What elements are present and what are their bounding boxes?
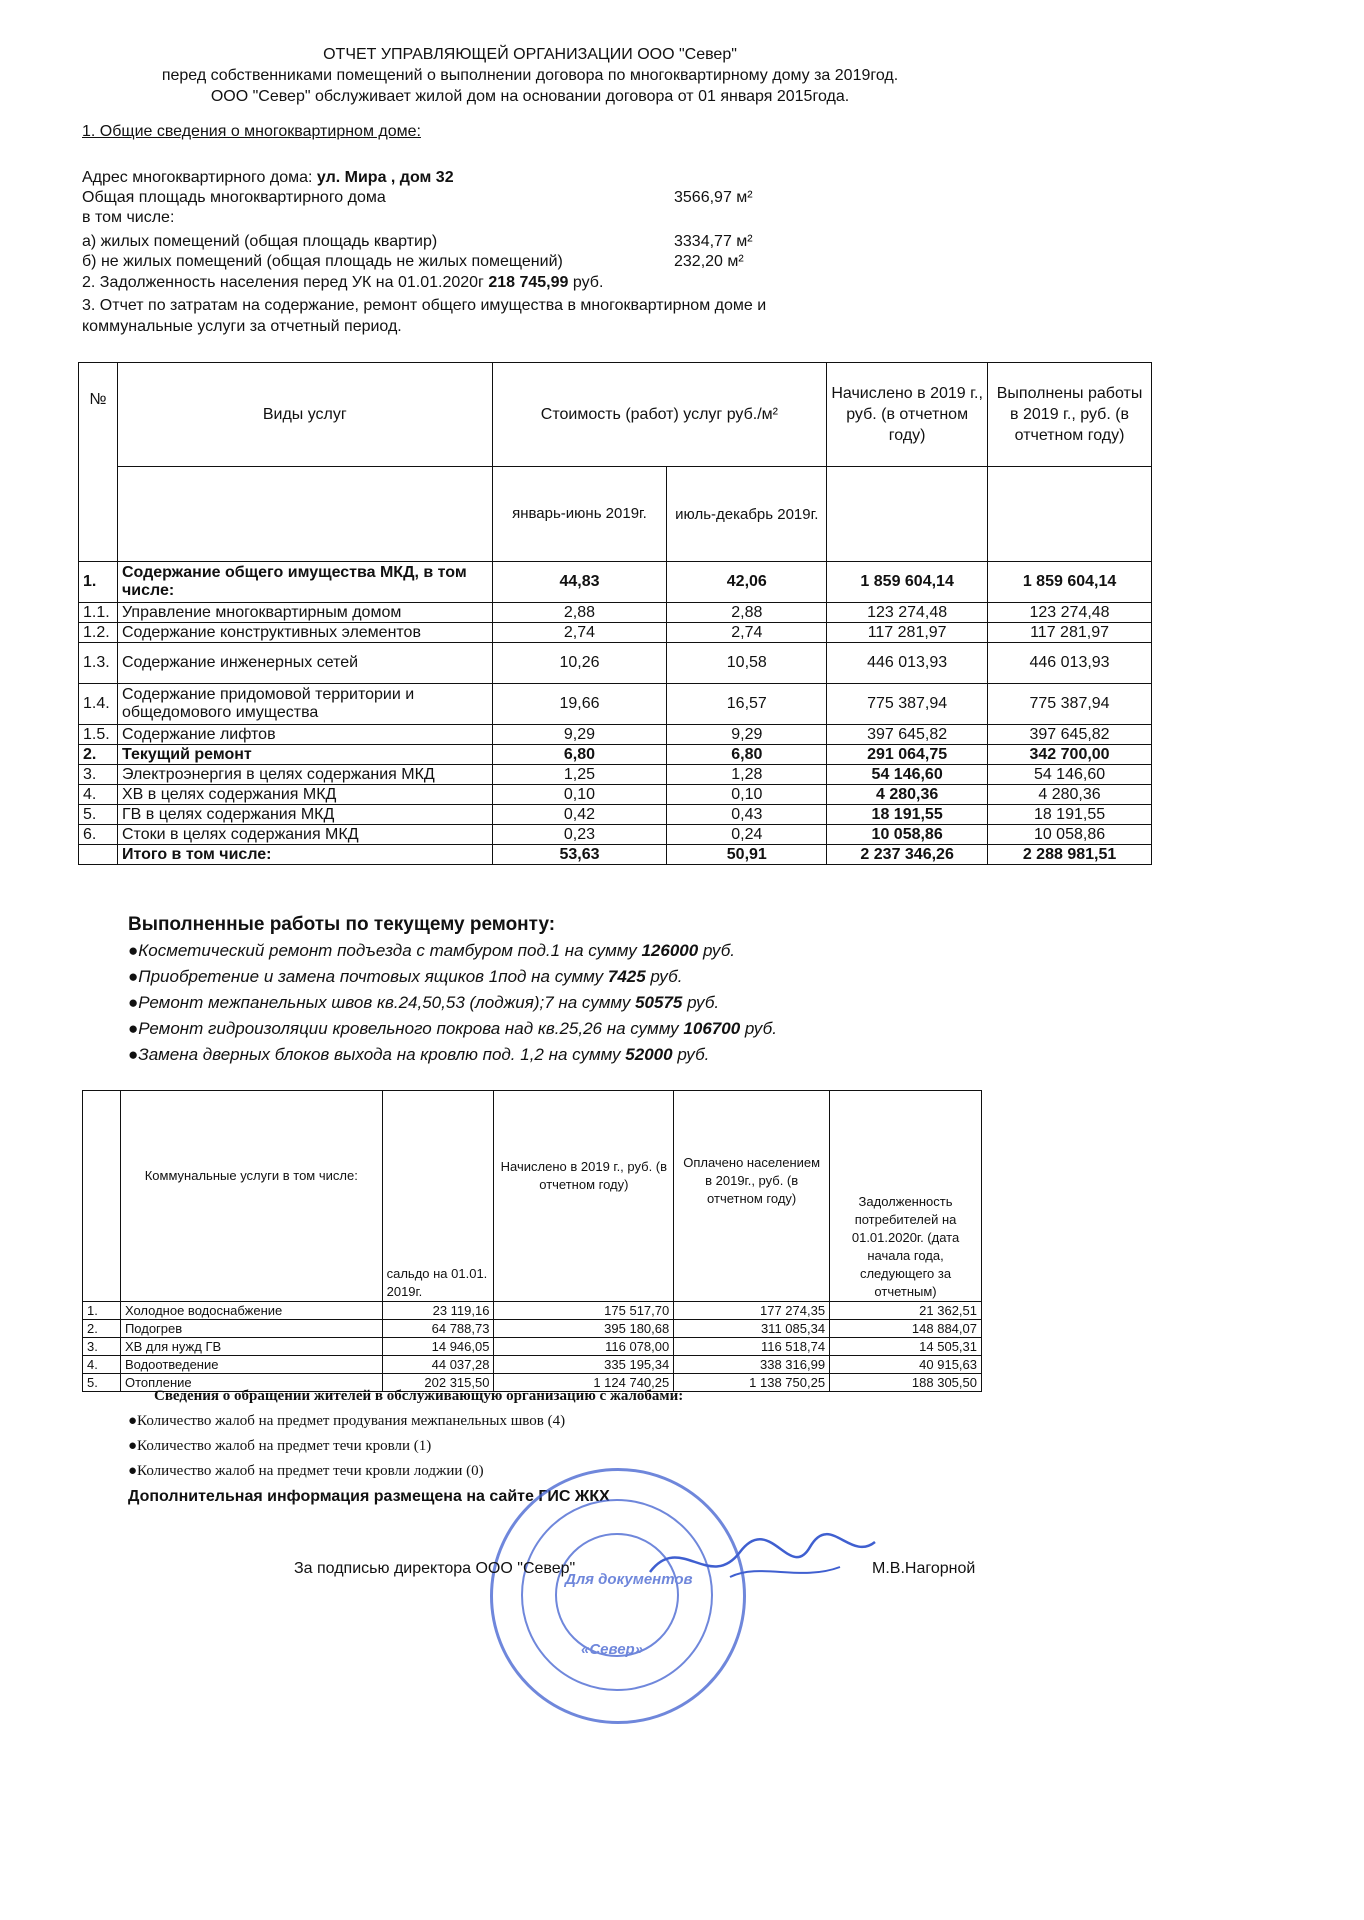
svc-h1: 0,23 bbox=[492, 825, 667, 845]
address-line bbox=[82, 168, 454, 188]
repair-cur: руб. bbox=[687, 993, 720, 1012]
svc-num: 1.1. bbox=[79, 603, 118, 623]
repair-cur: руб. bbox=[744, 1019, 777, 1038]
nonresidential-area-value: 232,20 м² bbox=[674, 253, 744, 270]
seal-company-text: «Север» bbox=[581, 1641, 644, 1658]
utilities-row bbox=[83, 1338, 982, 1356]
services-header-row bbox=[79, 363, 1152, 467]
util-name: Подогрев bbox=[120, 1320, 382, 1338]
complaint-item: ●Количество жалоб на предмет течи кровли (1) bbox=[128, 1438, 432, 1454]
svc-name: Управление многоквартирным домом bbox=[117, 603, 492, 623]
svc-done: 775 387,94 bbox=[988, 684, 1152, 725]
svc-done: 397 645,82 bbox=[988, 725, 1152, 745]
util-debt-header: Задолженность потребителей на 01.01.2020г. (дата начала года, следующего за отчетным) bbox=[830, 1091, 982, 1302]
svc-h2: 6,80 bbox=[667, 745, 827, 765]
section-general-title: 1. Общие сведения о многоквартирном доме: bbox=[82, 123, 421, 140]
repairs-block bbox=[128, 912, 777, 1068]
col-num-header: № bbox=[79, 363, 118, 562]
services-row bbox=[79, 725, 1152, 745]
svc-name: Содержание придомовой территории и общедомового имущества bbox=[117, 684, 492, 725]
complaint-item: ●Количество жалоб на предмет продувания межпанельных швов (4) bbox=[128, 1413, 566, 1429]
svc-charged: 18 191,55 bbox=[827, 805, 988, 825]
svc-h2: 10,58 bbox=[667, 643, 827, 684]
util-paid: 116 518,74 bbox=[674, 1338, 830, 1356]
util-name-header: Коммунальные услуги в том числе: bbox=[120, 1091, 382, 1302]
util-saldo: 14 946,05 bbox=[382, 1338, 494, 1356]
util-paid: 1 138 750,25 bbox=[674, 1374, 830, 1392]
svc-name: ГВ в целях содержания МКД bbox=[117, 805, 492, 825]
util-charged: 395 180,68 bbox=[494, 1320, 674, 1338]
svc-h2: 50,91 bbox=[667, 845, 827, 865]
total-area-value: 3566,97 м² bbox=[674, 189, 753, 206]
svc-charged: 10 058,86 bbox=[827, 825, 988, 845]
svc-charged: 291 064,75 bbox=[827, 745, 988, 765]
debt-value: 218 745,99 bbox=[488, 274, 569, 291]
services-subheader-row bbox=[79, 467, 1152, 562]
seal-center-text: Для документов bbox=[565, 1571, 693, 1588]
col-h2-header: июль-декабрь 2019г. bbox=[667, 467, 827, 562]
util-saldo-header: сальдо на 01.01. 2019г. bbox=[382, 1091, 494, 1302]
repair-cur: руб. bbox=[677, 1045, 710, 1064]
svc-h2: 1,28 bbox=[667, 765, 827, 785]
address-value: ул. Мира , дом 32 bbox=[316, 169, 454, 186]
svc-num: 3. bbox=[79, 765, 118, 785]
util-charged-header: Начислено в 2019 г., руб. (в отчетном году) bbox=[494, 1091, 674, 1302]
services-row bbox=[79, 623, 1152, 643]
svc-h1: 2,88 bbox=[492, 603, 667, 623]
report-contract-line: ООО "Север" обслуживает жилой дом на основании договора от 01 января 2015года. bbox=[210, 88, 850, 105]
col-charged-header: Начислено в 2019 г., руб. (в отчетном году) bbox=[827, 363, 988, 467]
report-title: ОТЧЕТ УПРАВЛЯЮЩЕЙ ОРГАНИЗАЦИИ ООО "Север" bbox=[323, 46, 737, 63]
repair-text: ●Замена дверных блоков выхода на кровлю под. 1,2 на сумму bbox=[128, 1045, 621, 1064]
repair-sum: 7425 bbox=[607, 967, 646, 986]
svc-h2: 2,88 bbox=[667, 603, 827, 623]
utilities-row bbox=[83, 1356, 982, 1374]
complaints-title: Сведения о обращении жителей в обслуживающую организацию с жалобами: bbox=[154, 1388, 684, 1404]
total-area-label: Общая площадь многоквартирного дома bbox=[82, 189, 386, 206]
utilities-row bbox=[83, 1302, 982, 1320]
util-saldo: 44 037,28 bbox=[382, 1356, 494, 1374]
report-subtitle: перед собственниками помещений о выполнении договора по многоквартирному дому за 2019год. bbox=[161, 67, 899, 84]
svc-h1: 10,26 bbox=[492, 643, 667, 684]
debt-suffix: руб. bbox=[572, 274, 604, 291]
svc-name: Содержание конструктивных элементов bbox=[117, 623, 492, 643]
util-paid: 177 274,35 bbox=[674, 1302, 830, 1320]
col-done-header: Выполнены работы в 2019 г., руб. (в отчетном году) bbox=[988, 363, 1152, 467]
debt-prefix: 2. Задолженность населения перед УК на 01.01.2020г bbox=[82, 274, 484, 291]
util-charged: 335 195,34 bbox=[494, 1356, 674, 1374]
handwritten-signature bbox=[640, 1522, 880, 1602]
svc-charged: 2 237 346,26 bbox=[827, 845, 988, 865]
complaint-item: ●Количество жалоб на предмет течи кровли лоджии (0) bbox=[128, 1463, 484, 1479]
repairs-title: Выполненные работы по текущему ремонту: bbox=[128, 914, 556, 935]
util-name: ХВ для нужд ГВ bbox=[120, 1338, 382, 1356]
incl-label: в том числе: bbox=[82, 209, 175, 226]
residential-area-label: а) жилых помещений (общая площадь квартир) bbox=[82, 233, 438, 250]
svc-name: ХВ в целях содержания МКД bbox=[117, 785, 492, 805]
svc-done: 117 281,97 bbox=[988, 623, 1152, 643]
svc-name: Стоки в целях содержания МКД bbox=[117, 825, 492, 845]
util-name: Холодное водоснабжение bbox=[120, 1302, 382, 1320]
utilities-table bbox=[82, 1090, 982, 1392]
svc-charged: 1 859 604,14 bbox=[827, 562, 988, 603]
repair-item bbox=[128, 938, 777, 964]
svc-h1: 44,83 bbox=[492, 562, 667, 603]
svc-h2: 0,10 bbox=[667, 785, 827, 805]
repair-item bbox=[128, 1016, 777, 1042]
svc-done: 342 700,00 bbox=[988, 745, 1152, 765]
util-debt: 148 884,07 bbox=[830, 1320, 982, 1338]
svc-name: Итого в том числе: bbox=[117, 845, 492, 865]
svc-h1: 2,74 bbox=[492, 623, 667, 643]
svc-done: 10 058,86 bbox=[988, 825, 1152, 845]
svc-h1: 1,25 bbox=[492, 765, 667, 785]
svc-done: 123 274,48 bbox=[988, 603, 1152, 623]
svc-done: 4 280,36 bbox=[988, 785, 1152, 805]
svc-name: Содержание общего имущества МКД, в том числе: bbox=[117, 562, 492, 603]
repair-sum: 50575 bbox=[635, 993, 683, 1012]
util-num: 5. bbox=[83, 1374, 121, 1392]
repair-sum: 126000 bbox=[641, 941, 699, 960]
residential-area-value: 3334,77 м² bbox=[674, 233, 753, 250]
util-name: Отопление bbox=[120, 1374, 382, 1392]
svc-h2: 0,24 bbox=[667, 825, 827, 845]
repair-text: ●Ремонт межпанельных швов кв.24,50,53 (лоджия);7 на сумму bbox=[128, 993, 631, 1012]
services-row bbox=[79, 684, 1152, 725]
director-name: М.В.Нагорной bbox=[872, 1560, 976, 1577]
util-num: 4. bbox=[83, 1356, 121, 1374]
col-cost-header: Стоимость (работ) услуг руб./м² bbox=[492, 363, 827, 467]
util-debt: 40 915,63 bbox=[830, 1356, 982, 1374]
services-row bbox=[79, 765, 1152, 785]
services-row bbox=[79, 643, 1152, 684]
repair-text: ●Приобретение и замена почтовых ящиков 1под на сумму bbox=[128, 967, 604, 986]
signature-label: За подписью директора ООО "Север" bbox=[294, 1560, 576, 1577]
svc-h1: 6,80 bbox=[492, 745, 667, 765]
svc-h1: 53,63 bbox=[492, 845, 667, 865]
svc-done: 2 288 981,51 bbox=[988, 845, 1152, 865]
svc-num: 1.3. bbox=[79, 643, 118, 684]
services-row bbox=[79, 845, 1152, 865]
util-saldo: 23 119,16 bbox=[382, 1302, 494, 1320]
svc-charged: 4 280,36 bbox=[827, 785, 988, 805]
repair-item bbox=[128, 1042, 777, 1068]
svc-num: 1.2. bbox=[79, 623, 118, 643]
util-name: Водоотведение bbox=[120, 1356, 382, 1374]
util-charged: 116 078,00 bbox=[494, 1338, 674, 1356]
util-saldo: 202 315,50 bbox=[382, 1374, 494, 1392]
svc-charged: 397 645,82 bbox=[827, 725, 988, 745]
repair-item bbox=[128, 964, 777, 990]
repair-cur: руб. bbox=[650, 967, 683, 986]
svc-charged: 117 281,97 bbox=[827, 623, 988, 643]
services-table bbox=[78, 362, 1152, 865]
utilities-row bbox=[83, 1320, 982, 1338]
repair-cur: руб. bbox=[702, 941, 735, 960]
services-row bbox=[79, 562, 1152, 603]
col-h1-header: январь-июнь 2019г. bbox=[492, 467, 667, 562]
svc-h2: 42,06 bbox=[667, 562, 827, 603]
gis-info: Дополнительная информация размещена на сайте ГИС ЖКХ bbox=[128, 1488, 610, 1505]
repair-text: ●Ремонт гидроизоляции кровельного покрова над кв.25,26 на сумму bbox=[128, 1019, 679, 1038]
repair-sum: 106700 bbox=[683, 1019, 741, 1038]
nonresidential-area-label: б) не жилых помещений (общая площадь не жилых помещений) bbox=[82, 253, 563, 270]
util-debt: 21 362,51 bbox=[830, 1302, 982, 1320]
services-row bbox=[79, 825, 1152, 845]
svc-num bbox=[79, 845, 118, 865]
util-charged: 175 517,70 bbox=[494, 1302, 674, 1320]
services-row bbox=[79, 785, 1152, 805]
repair-item bbox=[128, 990, 777, 1016]
svc-charged: 54 146,60 bbox=[827, 765, 988, 785]
svc-charged: 775 387,94 bbox=[827, 684, 988, 725]
util-charged: 1 124 740,25 bbox=[494, 1374, 674, 1392]
svc-done: 446 013,93 bbox=[988, 643, 1152, 684]
address-label: Адрес многоквартирного дома: bbox=[82, 169, 313, 186]
svc-num: 4. bbox=[79, 785, 118, 805]
svc-name: Содержание инженерных сетей bbox=[117, 643, 492, 684]
svc-done: 18 191,55 bbox=[988, 805, 1152, 825]
svc-h1: 19,66 bbox=[492, 684, 667, 725]
svc-name: Текущий ремонт bbox=[117, 745, 492, 765]
svc-h2: 2,74 bbox=[667, 623, 827, 643]
util-paid-header: Оплачено населением в 2019г., руб. (в отчетном году) bbox=[674, 1091, 830, 1302]
svc-done: 1 859 604,14 bbox=[988, 562, 1152, 603]
svc-name: Электроэнергия в целях содержания МКД bbox=[117, 765, 492, 785]
util-saldo: 64 788,73 bbox=[382, 1320, 494, 1338]
svc-h1: 0,10 bbox=[492, 785, 667, 805]
utilities-header-row bbox=[83, 1091, 982, 1302]
svc-h2: 16,57 bbox=[667, 684, 827, 725]
svc-done: 54 146,60 bbox=[988, 765, 1152, 785]
svc-name: Содержание лифтов bbox=[117, 725, 492, 745]
svc-charged: 446 013,93 bbox=[827, 643, 988, 684]
services-row bbox=[79, 603, 1152, 623]
svc-h2: 9,29 bbox=[667, 725, 827, 745]
util-paid: 311 085,34 bbox=[674, 1320, 830, 1338]
services-row bbox=[79, 745, 1152, 765]
services-row bbox=[79, 805, 1152, 825]
svc-num: 5. bbox=[79, 805, 118, 825]
debt-line bbox=[82, 273, 603, 293]
svc-h2: 0,43 bbox=[667, 805, 827, 825]
util-num: 3. bbox=[83, 1338, 121, 1356]
point3-line2: коммунальные услуги за отчетный период. bbox=[82, 318, 402, 335]
svc-num: 6. bbox=[79, 825, 118, 845]
util-debt: 14 505,31 bbox=[830, 1338, 982, 1356]
util-num: 1. bbox=[83, 1302, 121, 1320]
svc-h1: 9,29 bbox=[492, 725, 667, 745]
util-paid: 338 316,99 bbox=[674, 1356, 830, 1374]
svc-num: 1.5. bbox=[79, 725, 118, 745]
svc-charged: 123 274,48 bbox=[827, 603, 988, 623]
svc-h1: 0,42 bbox=[492, 805, 667, 825]
util-debt: 188 305,50 bbox=[830, 1374, 982, 1392]
svc-num: 2. bbox=[79, 745, 118, 765]
col-kind-header: Виды услуг bbox=[117, 363, 492, 467]
point3-line1: 3. Отчет по затратам на содержание, ремонт общего имущества в многоквартирном доме и bbox=[82, 297, 767, 314]
repair-sum: 52000 bbox=[625, 1045, 673, 1064]
svc-num: 1. bbox=[79, 562, 118, 603]
svc-num: 1.4. bbox=[79, 684, 118, 725]
repair-text: ●Косметический ремонт подъезда с тамбуром под.1 на сумму bbox=[128, 941, 637, 960]
util-num: 2. bbox=[83, 1320, 121, 1338]
